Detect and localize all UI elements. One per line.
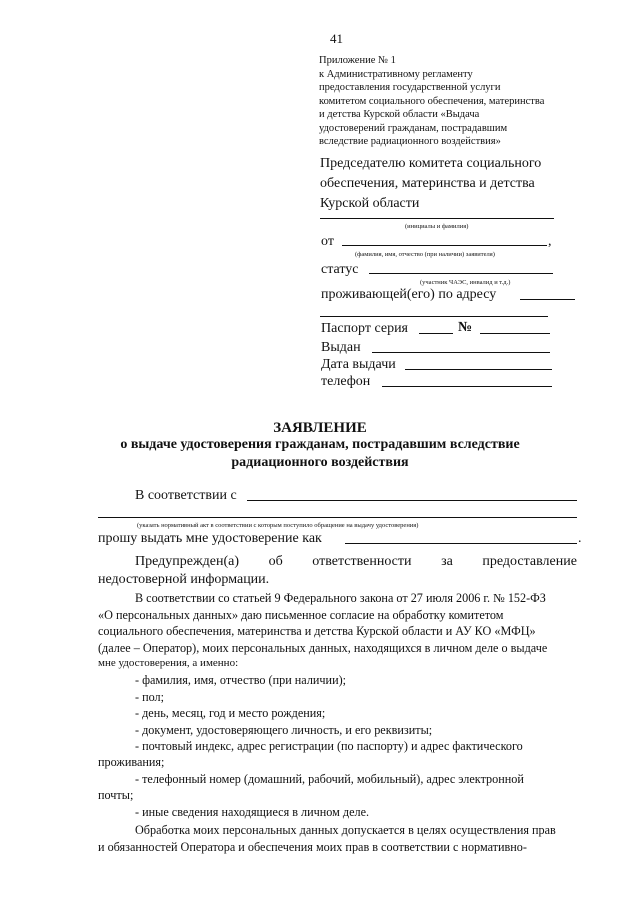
passport-series-fill[interactable] (419, 333, 453, 334)
appendix-line: комитетом социального обеспечения, материнства (319, 95, 545, 107)
page-number: 41 (330, 31, 343, 46)
document-subtitle-line2: радиационного воздействия (231, 455, 409, 470)
passport-number-label: № (458, 320, 473, 335)
consent-line: мне удостоверения, а именно: (98, 657, 239, 669)
request-label: прошу выдать мне удостоверение как (98, 531, 322, 546)
passport-series-label: Паспорт серия (321, 321, 408, 336)
warning-line1 (135, 554, 577, 570)
appendix-line: предоставления государственной услуги (319, 82, 501, 93)
phone-fill-line[interactable] (382, 386, 552, 387)
appendix-line: и детства Курской области «Выдача (319, 109, 480, 120)
consent-line: (далее – Оператор), моих персональных данных, находящихся в личном деле о выдаче (98, 641, 548, 655)
addressee-line: обеспечения, материнства и детства (320, 176, 535, 191)
list-item: - телефонный номер (домашний, рабочий, мобильный), адрес электронной (135, 772, 524, 786)
warning-word: Предупрежден(а) (135, 554, 240, 569)
issued-fill-line[interactable] (372, 352, 550, 353)
addressee-line: Председателю комитета социального (320, 156, 542, 171)
name-caption: (фамилия, имя, отчество (при наличии) заявителя) (355, 251, 495, 258)
addressee-line: Курской области (320, 196, 420, 211)
accordance-label: В соответствии с (135, 488, 237, 503)
initials-caption: (инициалы и фамилия) (405, 223, 469, 230)
residence-label: проживающей(его) по адресу (321, 287, 497, 302)
processing-line: Обработка моих персональных данных допускается в целях осуществления прав (135, 823, 556, 837)
warning-word: предоставление (482, 554, 577, 569)
appendix-line: вследствие радиационного воздействия» (319, 136, 501, 147)
consent-line: социального обеспечения, материнства и детства Курской области и АУ КО «МФЦ» (98, 624, 536, 638)
warning-line2: недостоверной информации. (98, 572, 270, 587)
accordance-fill-line[interactable] (247, 500, 577, 501)
passport-number-fill[interactable] (480, 333, 550, 334)
list-item: почты; (98, 788, 134, 802)
request-period: . (578, 531, 582, 546)
appendix-line: Приложение № 1 (319, 55, 396, 66)
list-item: - пол; (135, 690, 165, 704)
residence-fill-line[interactable] (520, 299, 575, 300)
appendix-line: удостоверений гражданам, пострадавшим (319, 122, 508, 134)
list-item: - фамилия, имя, отчество (при наличии); (135, 673, 347, 687)
list-item: проживания; (98, 755, 165, 769)
processing-line: и обязанностей Оператора и обеспечения моих прав в соответствии с нормативно- (98, 840, 527, 854)
from-fill-line[interactable] (342, 245, 547, 246)
issued-label: Выдан (321, 340, 361, 355)
list-item: - почтовый индекс, адрес регистрации (по паспорту) и адрес фактического (135, 739, 523, 753)
request-fill-line[interactable] (345, 543, 577, 544)
warning-word: ответственности (312, 554, 412, 569)
consent-line: «О персональных данных» даю письменное согласие на обработку комитетом (98, 608, 504, 622)
list-item: - день, месяц, год и место рождения; (135, 706, 326, 720)
consent-line: В соответствии со статьей 9 Федерального закона от 27 июля 2006 г. № 152-ФЗ (135, 591, 546, 605)
list-item: - иные сведения находящиеся в личном деле. (135, 805, 370, 819)
initials-fill-line[interactable] (320, 218, 554, 219)
phone-label: телефон (321, 374, 371, 389)
status-fill-line[interactable] (369, 273, 553, 274)
act-caption: (указать нормативный акт в соответствии с которым поступило обращение на выдачу удостоверения) (137, 522, 419, 529)
from-comma: , (548, 234, 552, 249)
document-subtitle-line1: о выдаче удостоверения гражданам, пострадавшим вследствие (120, 437, 520, 452)
appendix-header (319, 54, 544, 149)
warning-word: об (268, 554, 283, 569)
from-label: от (321, 234, 334, 249)
issue-date-fill-line[interactable] (405, 369, 552, 370)
appendix-line: к Административному регламенту (319, 68, 473, 80)
status-caption: (участник ЧАЭС, инвалид и т.д.) (420, 279, 511, 286)
accordance-fill-line-2[interactable] (98, 517, 577, 518)
addressee-block (320, 154, 541, 214)
status-label: статус (321, 262, 359, 277)
residence-fill-line-2[interactable] (320, 316, 548, 317)
issue-date-label: Дата выдачи (321, 357, 396, 372)
list-item: - документ, удостоверяющего личность, и его реквизиты; (135, 723, 433, 737)
document-title: ЗАЯВЛЕНИЕ (273, 420, 367, 436)
warning-word: за (441, 554, 453, 569)
